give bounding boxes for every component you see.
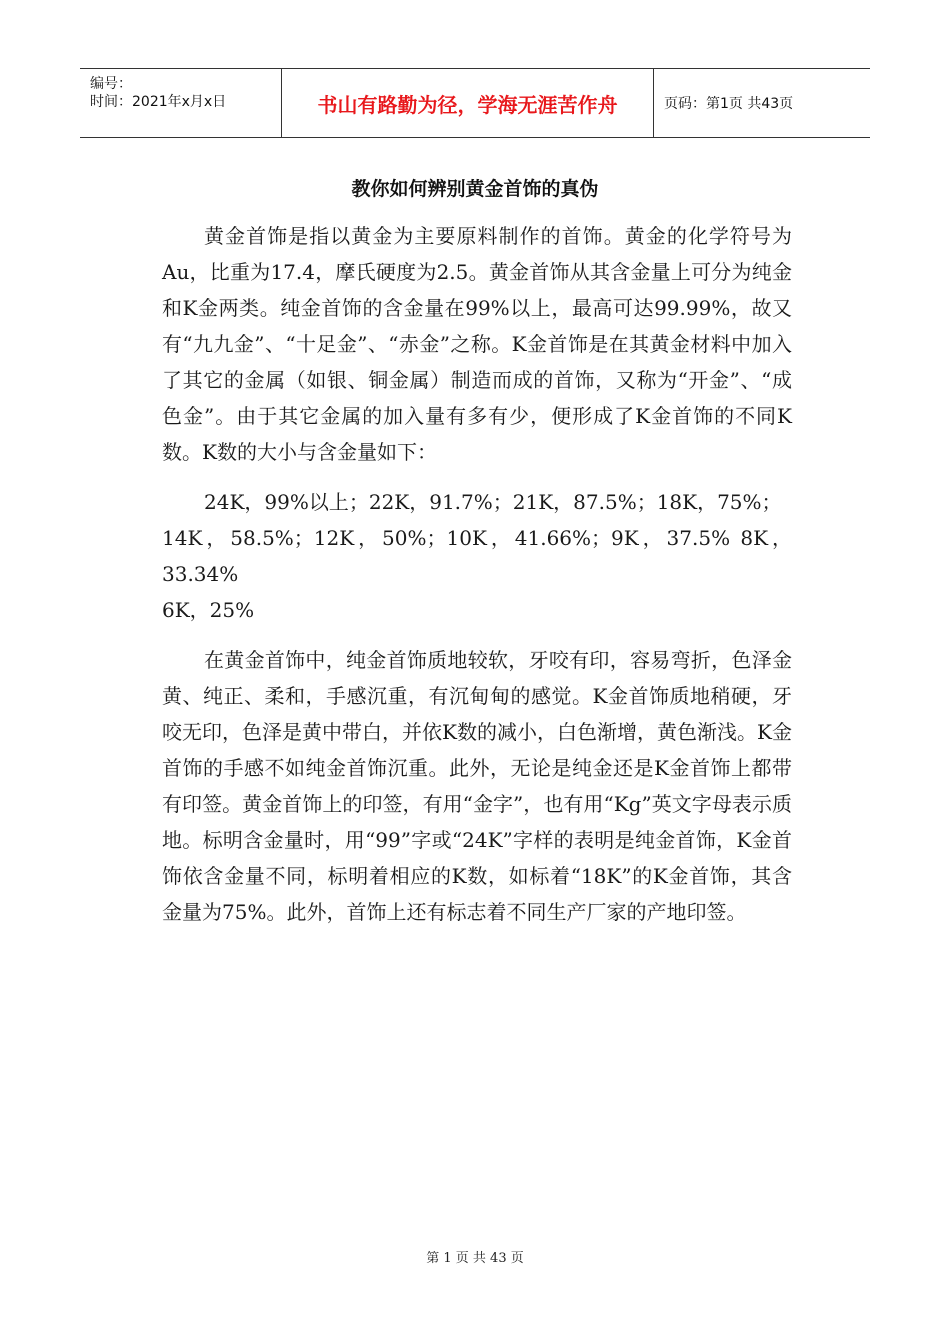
header-page-info: 页码：第1页 共43页 — [664, 96, 794, 112]
header-meta — [80, 69, 282, 137]
page-footer: 第 1 页 共 43 页 — [426, 1251, 524, 1266]
document-number-label: 编号： — [90, 76, 132, 92]
karat-list-line-2: 14K，58.5%；12K，50%；10K，41.66%；9K，37.5% 8K，33.34% — [162, 526, 792, 586]
karat-list-line-1: 24K，99%以上；22K，91.7%；21K，87.5%；18K，75%； — [204, 490, 782, 514]
paragraph-intro: 黄金首饰是指以黄金为主要原料制作的首饰。黄金的化学符号为Au，比重为17.4，摩氏硬度为2.5。黄金首饰从其含金量上可分为纯金和K金两类。纯金首饰的含金量在99%以上，最高可达99.99%，故又有“九九金”、“十足金”、“赤金”之称。K金首饰是在其黄金材料中加入了其它的金属（如银、铜金属）制造而成的首饰，又称为“开金”、“成色金”。由于其它金属的加入量有多有少，便形成了K金首饰的不同K数。K数的大小与含金量如下： — [162, 224, 792, 464]
header-motto: 书山有路勤为径，学海无涯苦作舟 — [317, 92, 618, 117]
document-body — [162, 218, 792, 944]
karat-list-line-3: 6K，25% — [162, 598, 255, 622]
document-title: 教你如何辨别黄金首饰的真伪 — [351, 178, 599, 200]
document-date: 时间：2021年x月x日 — [90, 94, 227, 110]
paragraph-comparison: 在黄金首饰中，纯金首饰质地较软，牙咬有印，容易弯折，色泽金黄、纯正、柔和，手感沉重，有沉甸甸的感觉。K金首饰质地稍硬，牙咬无印，色泽是黄中带白，并依K数的减小，白色渐增，黄色渐浅。K金首饰的手感不如纯金首饰沉重。此外，无论是纯金还是K金首饰上都带有印签。黄金首饰上的印签，有用“金字”，也有用“Kg”英文字母表示质地。标明含金量时，用“99”字或“24K”字样的表明是纯金首饰，K金首饰依含金量不同，标明着相应的K数，如标着“18K”的K金首饰，其含金量为75%。此外，首饰上还有标志着不同生产厂家的产地印签。 — [162, 648, 792, 924]
header-page-cell — [654, 69, 870, 137]
header-motto-cell — [282, 69, 654, 137]
document-header — [80, 68, 870, 138]
